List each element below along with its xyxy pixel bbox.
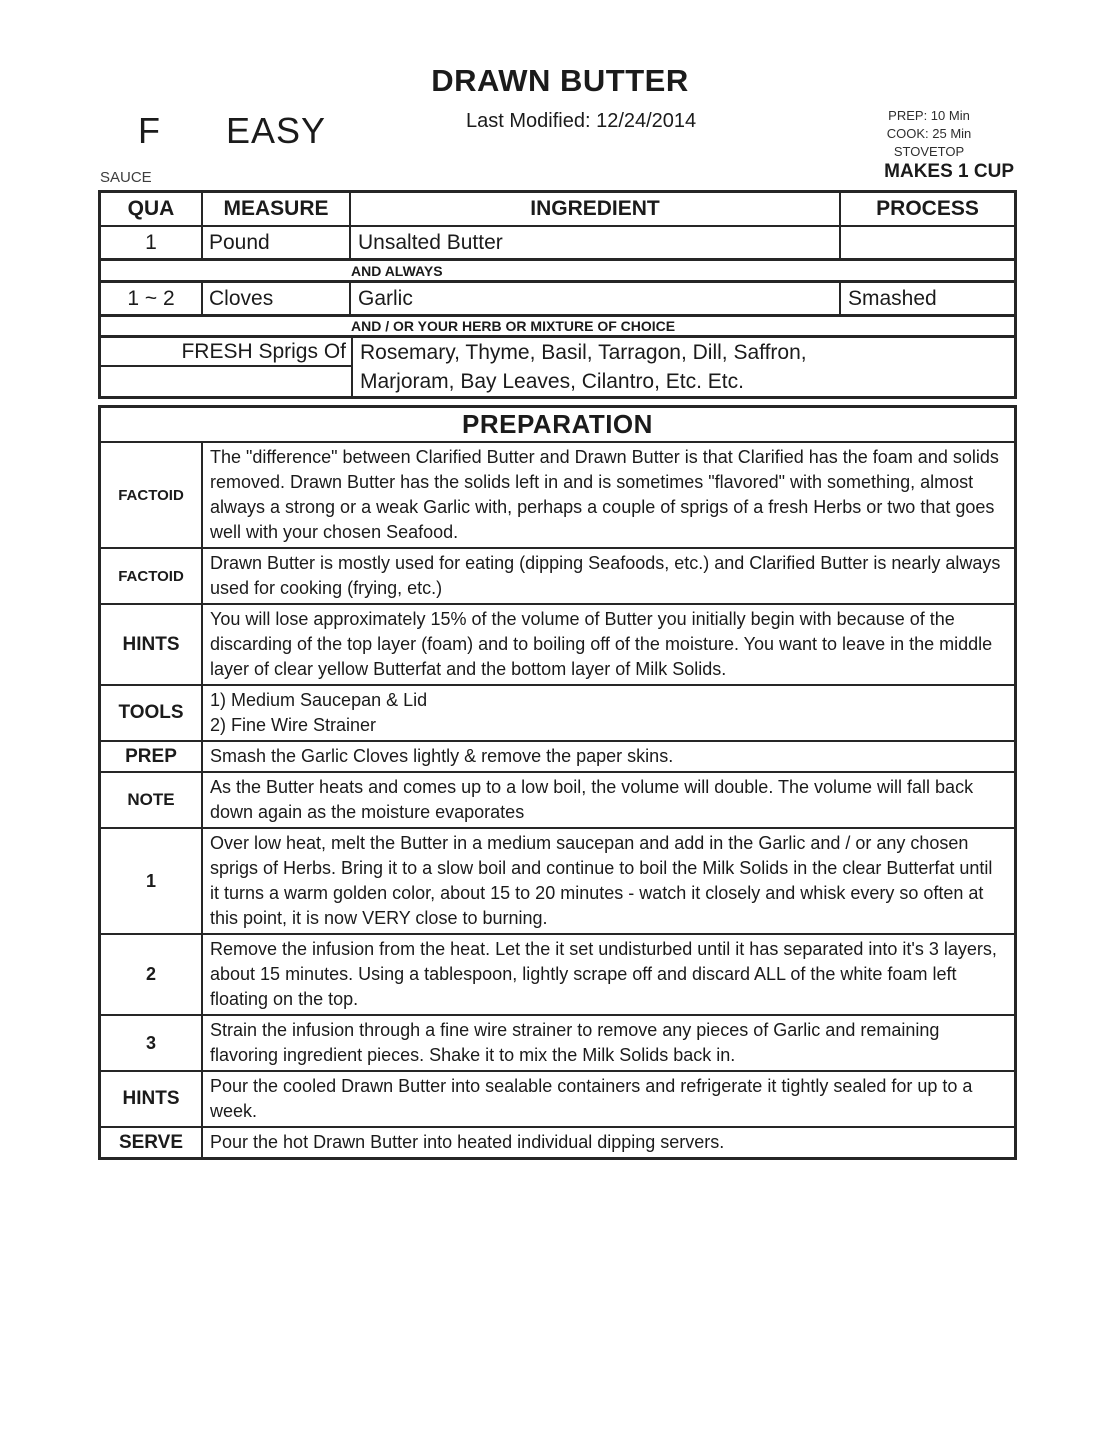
page-title: DRAWN BUTTER [431,63,689,98]
process-cell-empty [841,227,1014,258]
prep-row-label: TOOLS [101,686,203,740]
separator-herb-choice: AND / OR YOUR HERB OR MIXTURE OF CHOICE [101,314,1014,335]
prep-step-number: 3 [101,1016,203,1070]
measure-cell: Pound [203,227,351,258]
prep-row-hints-2 [101,1070,1014,1126]
herb-qualifier-column [101,338,353,396]
prep-row-label: NOTE [101,773,203,827]
prep-row-tools [101,684,1014,740]
column-header-measure: MEASURE [203,193,351,225]
ingredient-row-garlic [101,280,1014,314]
measure-cell: Cloves [203,283,351,314]
cook-method-label: STOVETOP [893,144,965,159]
ingredient-cell: Unsalted Butter [351,227,841,258]
prep-row-step-1 [101,827,1014,933]
ingredient-row-herbs [101,335,1014,396]
herb-list-line: Marjoram, Bay Leaves, Cilantro, Etc. Etc. [360,370,744,393]
herb-qualifier-label: FRESH Sprigs Of [101,338,351,367]
difficulty-label: EASY [226,110,327,151]
prep-row-hints-1 [101,603,1014,684]
prep-row-text: Pour the hot Drawn Butter into heated individual dipping servers. [210,1132,725,1152]
tools-line: 2) Fine Wire Strainer [210,715,377,735]
herb-empty-cell [101,367,351,396]
ingredients-header-row [101,193,1014,225]
prep-row-text: As the Butter heats and comes up to a low boil, the volume will double. The volume will fall back down again as the moisture evaporates [210,777,974,822]
prep-step-text: Over low heat, melt the Butter in a medium saucepan and add in the Garlic and / or any chosen sprigs of Herbs. Bring it to a slow boil and continue to boil the Milk Solids in the clear Butterfat until it turns a warm golden color, about 15 to 20 minutes - watch it closely and whisk every so often at this point, it is now VERY close to burning. [210,833,993,928]
ingredients-table [98,190,1017,399]
prep-row-note [101,771,1014,827]
prep-row-text: Pour the cooled Drawn Butter into sealable containers and refrigerate it tightly sealed for up to a week. [210,1076,973,1121]
prep-step-text: Strain the infusion through a fine wire strainer to remove any pieces of Garlic and remaining flavoring ingredient pieces. Shake it to mix the Milk Solids back in. [210,1020,940,1065]
prep-row-text [203,686,1014,740]
prep-row-step-2 [101,933,1014,1014]
qua-cell: 1 [101,227,203,258]
prep-time-label: PREP: 10 Min [888,108,970,123]
times-block [853,107,1005,161]
ingredient-row-butter [101,225,1014,258]
prep-row-text: You will lose approximately 15% of the volume of Butter you initially begin with because of the discarding of the top layer (foam) and to boiling off of the moisture. You want to leave in the middle layer of clear yellow Butterfat and the bottom layer of Milk Solids. [210,609,993,679]
grade-letter: F [138,110,160,151]
prep-row-factoid-1 [101,441,1014,547]
prep-row-label: HINTS [101,1072,203,1126]
ingredient-cell: Garlic [351,283,841,314]
prep-step-text: Remove the infusion from the heat. Let the it set undisturbed until it has separated into it's 3 layers, about 15 minutes. Using a tablespoon, lightly scrape off and discard ALL of the white foam left floating on the top. [210,939,997,1009]
column-header-ingredient: INGREDIENT [351,193,841,225]
herb-list-line: Rosemary, Thyme, Basil, Tarragon, Dill, Saffron, [360,341,807,364]
prep-row-label: PREP [101,742,203,771]
prep-row-step-3 [101,1014,1014,1070]
prep-row-label: HINTS [101,605,203,684]
prep-row-text: Smash the Garlic Cloves lightly & remove the paper skins. [210,746,674,766]
preparation-table [98,405,1017,1160]
prep-row-prep [101,740,1014,771]
column-header-process: PROCESS [876,197,979,220]
prep-row-text: The "difference" between Clarified Butter and Drawn Butter is that Clarified has the foam and solids removed. Drawn Butter has the solids left in and is sometimes "flavored" with something, almost always a strong or a weak Garlic with, perhaps a couple of sprigs of a fresh Herbs or two that goes well with your chosen Seafood. [210,447,999,542]
prep-row-label: FACTOID [101,549,203,603]
column-header-qua: QUA [101,193,203,225]
prep-step-number: 1 [101,829,203,933]
prep-step-number: 2 [101,935,203,1014]
herb-list-cell [353,338,1014,396]
prep-row-serve [101,1126,1014,1157]
qua-cell: 1 ~ 2 [101,283,203,314]
preparation-title: PREPARATION [462,409,653,439]
prep-row-text: Drawn Butter is mostly used for eating (dipping Seafoods, etc.) and Clarified Butter is nearly always used for cooking (frying, etc.) [210,553,1001,598]
process-cell: Smashed [848,286,937,310]
prep-row-label: FACTOID [101,443,203,547]
category-label: SAUCE [100,169,152,186]
separator-and-always: AND ALWAYS [101,258,1014,280]
prep-row-factoid-2 [101,547,1014,603]
last-modified-label: Last Modified: 12/24/2014 [466,110,697,132]
yield-label: MAKES 1 CUP [884,161,1014,182]
tools-line: 1) Medium Saucepan & Lid [210,690,428,710]
prep-row-label: SERVE [101,1128,203,1157]
cook-time-label: COOK: 25 Min [886,126,972,141]
